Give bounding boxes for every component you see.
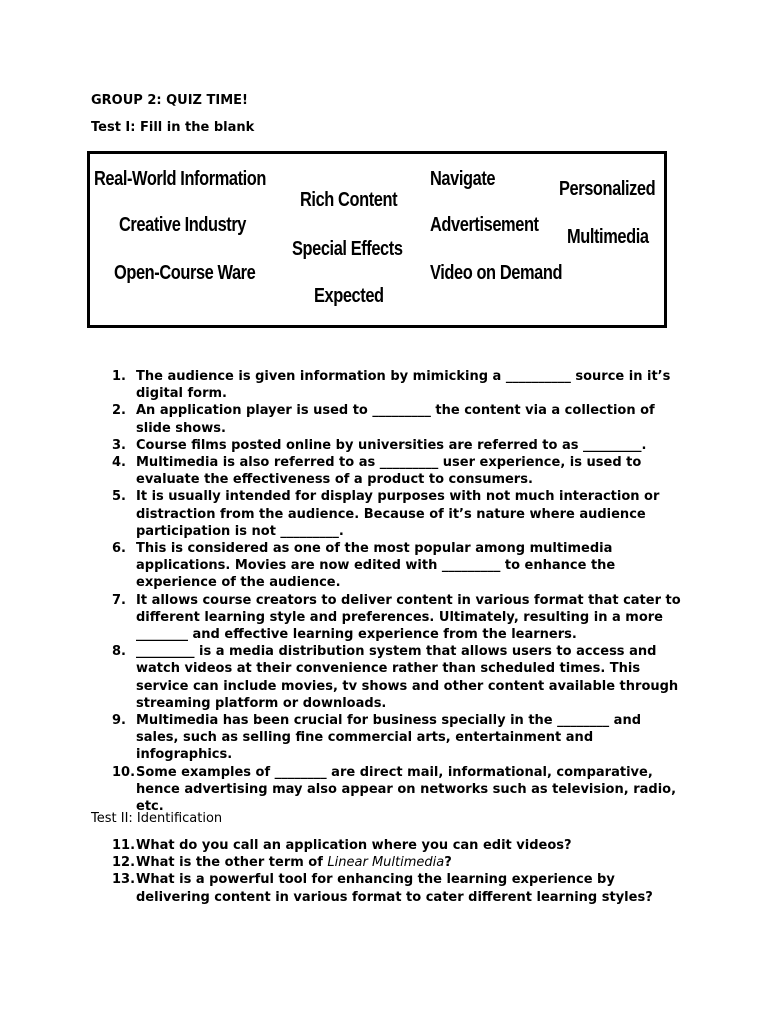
word-bank-item: Advertisement bbox=[430, 214, 539, 236]
question-item bbox=[0, 454, 681, 488]
question-number: 5. bbox=[112, 489, 126, 505]
question-number: 13. bbox=[112, 872, 136, 888]
question-item bbox=[0, 837, 681, 854]
word-bank-item: Personalized bbox=[559, 178, 656, 200]
question-text: This is considered as one of the most popular among multimedia applications. Movies are now edited with _________ to enhance the experience of the audience. bbox=[136, 541, 616, 591]
question-item bbox=[0, 712, 681, 764]
question-number: 7. bbox=[112, 592, 126, 608]
question-item bbox=[0, 437, 681, 454]
question-number: 10. bbox=[112, 764, 136, 780]
question-text: Multimedia is also referred to as _________ user experience, is used to evaluate the effectiveness of a product to consumers. bbox=[136, 455, 642, 488]
test1-question-list bbox=[0, 368, 681, 815]
question-text-end: ? bbox=[444, 855, 452, 871]
question-item bbox=[0, 643, 681, 712]
question-emphasis: Linear Multimedia bbox=[327, 855, 445, 871]
question-item bbox=[0, 854, 681, 871]
test1-title: Test I: Fill in the blank bbox=[91, 120, 255, 135]
word-bank-item: Multimedia bbox=[567, 226, 649, 248]
question-item bbox=[0, 871, 681, 905]
question-number: 8. bbox=[112, 644, 126, 660]
question-text: What is the other term of bbox=[136, 855, 328, 871]
question-number: 4. bbox=[112, 455, 126, 471]
question-text: It is usually intended for display purposes with not much interaction or distraction from the audience. Because of it’s nature where audience participation is not _________. bbox=[136, 489, 660, 539]
word-bank-item: Special Effects bbox=[292, 238, 403, 260]
test2-title: Test II: Identification bbox=[91, 811, 223, 826]
question-item bbox=[0, 402, 681, 436]
word-bank bbox=[87, 151, 667, 328]
question-number: 9. bbox=[112, 713, 126, 729]
word-bank-item: Real-World Information bbox=[94, 168, 266, 190]
question-text: It allows course creators to deliver content in various format that cater to different learning style and preferences. Ultimately, resulting in a more ________ and effective learning experience from the learners. bbox=[136, 592, 681, 643]
test2-question-list bbox=[0, 837, 681, 906]
question-item bbox=[0, 488, 681, 540]
question-text: An application player is used to _________ the content via a collection of slide shows. bbox=[136, 403, 655, 436]
question-item bbox=[0, 540, 681, 592]
question-text: Multimedia has been crucial for business specially in the ________ and sales, such as selling fine commercial arts, entertainment and infographics. bbox=[136, 713, 642, 763]
question-text: Some examples of ________ are direct mail, informational, comparative, hence advertising may also appear on networks such as television, radio, etc. bbox=[136, 764, 677, 815]
question-text: What do you call an application where you can edit videos? bbox=[136, 838, 572, 853]
word-bank-item: Video on Demand bbox=[430, 262, 563, 284]
question-number: 11. bbox=[112, 838, 136, 853]
question-text: Course films posted online by universities are referred to as _________. bbox=[136, 437, 647, 453]
question-text: _________ is a media distribution system that allows users to access and watch videos at their convenience rather than scheduled times. This service can include movies, tv shows and other content available through streaming platform or downloads. bbox=[136, 644, 679, 711]
word-bank-item: Rich Content bbox=[300, 189, 398, 211]
page-title: GROUP 2: QUIZ TIME! bbox=[91, 93, 248, 108]
question-number: 6. bbox=[112, 541, 126, 557]
question-item bbox=[0, 368, 681, 402]
question-number: 3. bbox=[112, 437, 126, 453]
question-number: 2. bbox=[112, 403, 126, 419]
question-text: The audience is given information by mimicking a __________ source in it’s digital form. bbox=[136, 369, 671, 402]
question-text: What is a powerful tool for enhancing the learning experience by delivering content in various format to cater different learning styles? bbox=[136, 872, 653, 905]
question-item bbox=[0, 592, 681, 644]
word-bank-item: Open-Course Ware bbox=[114, 262, 256, 284]
question-item bbox=[0, 764, 681, 816]
question-number: 1. bbox=[112, 369, 126, 384]
word-bank-item: Expected bbox=[314, 285, 384, 307]
word-bank-item: Navigate bbox=[430, 168, 496, 190]
word-bank-item: Creative Industry bbox=[119, 214, 247, 236]
question-number: 12. bbox=[112, 855, 136, 871]
